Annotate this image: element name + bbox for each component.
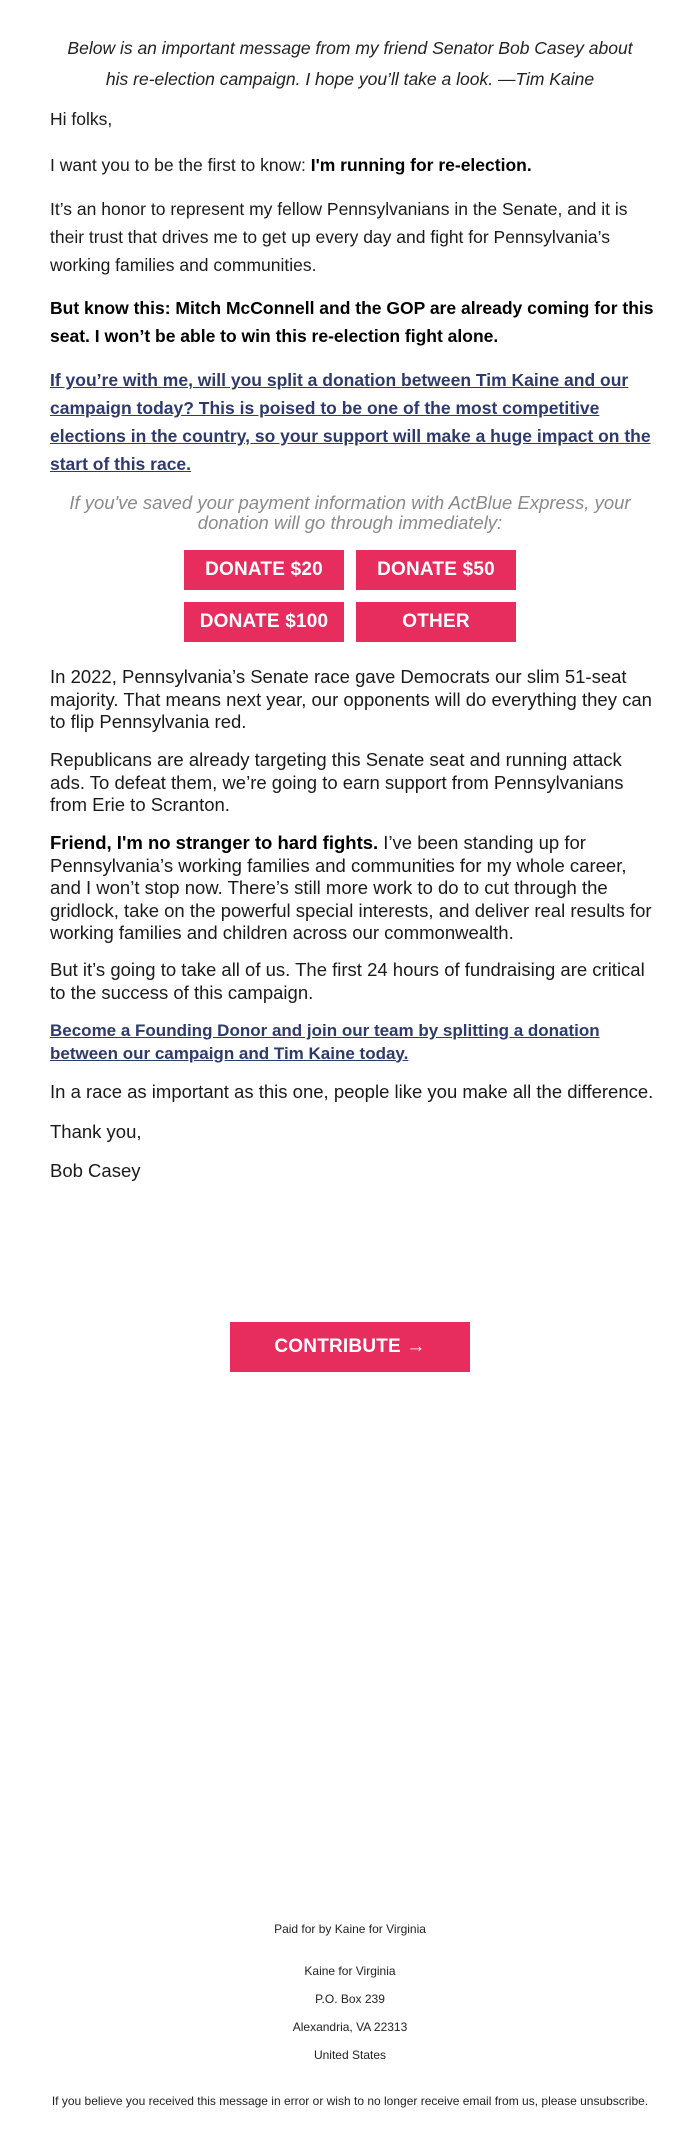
donate-50-button[interactable]: DONATE $50 xyxy=(356,550,516,590)
greeting: Hi folks, xyxy=(50,109,113,129)
actblue-express-note: If you've saved your payment information with ActBlue Express, your donation will go through immediately: xyxy=(69,492,631,533)
sign-off: Thank you, xyxy=(50,1121,142,1142)
paragraph-announcement xyxy=(50,151,655,179)
paragraph-difference: In a race as important as this one, people like you make all the difference. xyxy=(50,1081,654,1102)
paragraph-honor: It’s an honor to represent my fellow Pennsylvanians in the Senate, and it is their trust that drives me to get up every day and fight for Pennsylvania’s working families and communities. xyxy=(50,199,628,275)
contribute-button[interactable]: CONTRIBUTE → xyxy=(230,1322,470,1372)
footer-country: United States xyxy=(313,2048,387,2062)
donate-other-button[interactable]: OTHER xyxy=(356,602,516,642)
paragraph-hard-fights xyxy=(50,832,655,945)
hard-fights-rest: I’ve been standing up for Pennsylvania’s working families and communities for my whole career, and I won’t stop now. There’s still more work to do to cut through the gridlock, take on the powerful special interests, and deliver real results for working families and children across our commonwealth. xyxy=(50,832,652,943)
split-donation-link[interactable]: If you’re with me, will you split a donation between Tim Kaine and our campaign today? This is poised to be one of the most competitive elections in the country, so your support will make a huge impact on the start of this race. xyxy=(50,370,651,474)
hard-fights-bold: Friend, I'm no stranger to hard fights. xyxy=(50,832,379,853)
paragraph-founding xyxy=(50,1020,655,1065)
paragraph-fundraising: But it’s going to take all of us. The first 24 hours of fundraising are critical to the success of this campaign. xyxy=(50,959,645,1003)
paragraph-majority: In 2022, Pennsylvania’s Senate race gave Democrats our slim 51-seat majority. That means next year, our opponents will do everything they can to flip Pennsylvania red. xyxy=(50,666,652,732)
announcement-lead: I want you to be the first to know: xyxy=(50,155,311,175)
paragraph-targeting: Republicans are already targeting this Senate seat and running attack ads. To defeat them, we’re going to earn support from Pennsylvanians from Erie to Scranton. xyxy=(50,749,624,815)
paid-for-disclaimer: Paid for by Kaine for Virginia xyxy=(274,1922,426,1936)
paragraph-warning: But know this: Mitch McConnell and the GOP are already coming for this seat. I won’t be able to win this re-election fight alone. xyxy=(50,298,654,346)
unsubscribe-link[interactable]: If you believe you received this message in error or wish to no longer receive email from us, please unsubscribe. xyxy=(51,2094,649,2108)
announcement-bold: I'm running for re-election. xyxy=(310,155,532,175)
footer-org: Kaine for Virginia xyxy=(304,1964,396,1978)
donate-20-button[interactable]: DONATE $20 xyxy=(184,550,344,590)
founding-donor-link[interactable]: Become a Founding Donor and join our team by splitting a donation between our campaign and Tim Kaine today. xyxy=(50,1021,600,1063)
footer-city: Alexandria, VA 22313 xyxy=(292,2020,408,2034)
paragraph-ask xyxy=(50,366,655,478)
footer-po-box: P.O. Box 239 xyxy=(315,1992,385,2006)
donate-100-button[interactable]: DONATE $100 xyxy=(184,602,344,642)
signature: Bob Casey xyxy=(50,1160,141,1181)
intro-message: Below is an important message from my friend Senator Bob Casey about his re-election campaign. I hope you’ll take a look. —Tim Kaine xyxy=(67,38,633,89)
